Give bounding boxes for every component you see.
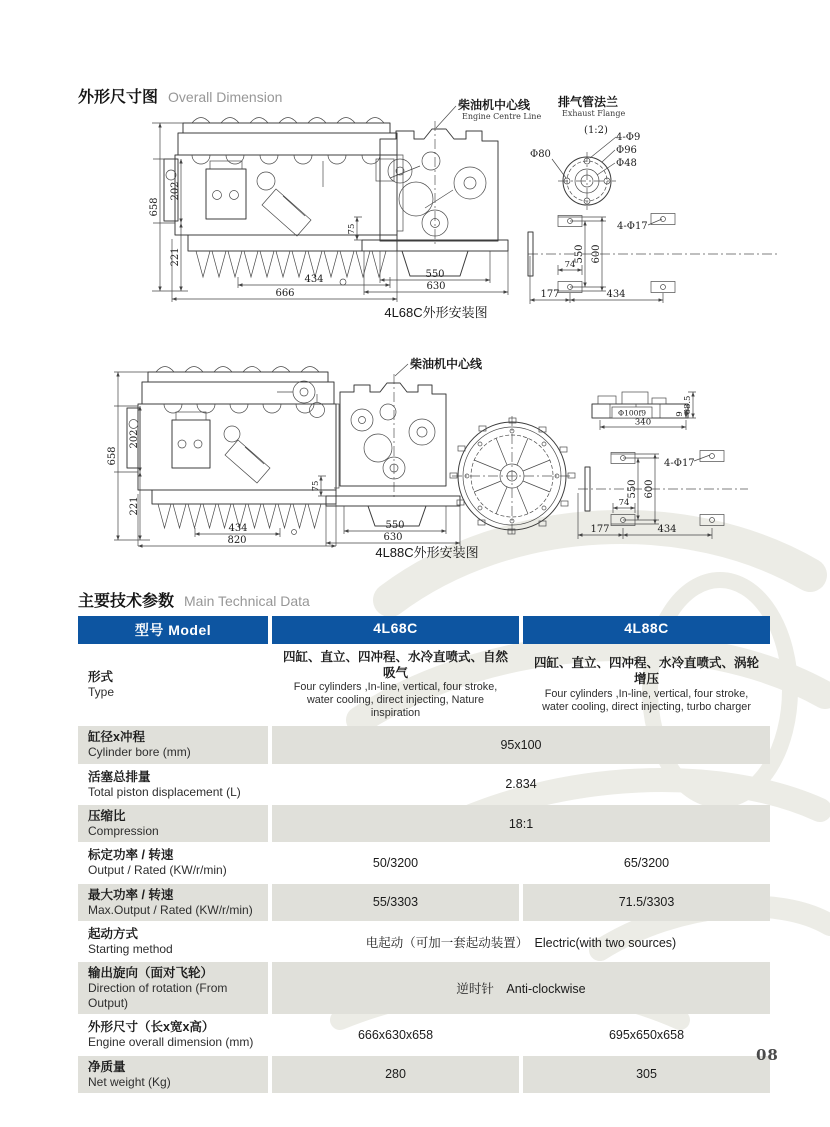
mount-434: 434 [606, 289, 626, 300]
row-label-zh: 起动方式 [88, 927, 139, 942]
table-row-rated-output [78, 844, 770, 881]
drawing-4l88c [80, 348, 790, 583]
engine-centre-line-label [436, 97, 541, 128]
row-label-en: Total piston displacement (L) [88, 784, 241, 799]
row-label-zh: 形式 [88, 670, 114, 685]
dim-202: 202 [170, 181, 181, 201]
compression-value: 18:1 [272, 805, 770, 842]
mount-550: 550 [574, 244, 585, 264]
caption-4l88c: 4L88C外形安装图 [375, 545, 479, 560]
dim-221: 221 [129, 496, 140, 516]
centre-line-label-en: Engine Centre Line [462, 112, 542, 121]
max-output-4l88c: 71.5/3303 [523, 884, 770, 921]
row-label-zh: 最大功率 / 转速 [88, 887, 174, 902]
dim-658: 658 [107, 446, 118, 466]
dim-fly-dia: Φ100f9 [617, 408, 647, 418]
row-label-bore [78, 726, 268, 763]
engine-centre-line-label-4l88c [395, 356, 483, 376]
row-label-en: Engine overall dimension (mm) [88, 1035, 254, 1050]
mount-holes-label: 4-Φ17 [664, 458, 695, 469]
type-value-zh: 四缸、直立、四冲程、水冷直喷式、自然吸气 [282, 650, 508, 680]
row-label-overall-dimension [78, 1016, 268, 1053]
mount-177: 177 [540, 289, 560, 300]
weight-4l88c: 305 [523, 1056, 770, 1093]
weight-4l68c: 280 [272, 1056, 519, 1093]
mount-600: 600 [644, 479, 655, 499]
page-number: 08 [756, 1046, 779, 1064]
mount-holes-label: 4-Φ17 [617, 221, 648, 232]
row-label-zh: 净质量 [88, 1059, 126, 1074]
header-4l68c: 4L68C [272, 616, 519, 644]
mount-177: 177 [590, 524, 610, 535]
row-label-en: Output / Rated (KW/r/min) [88, 863, 227, 878]
header-model: 型号 Model [78, 616, 268, 644]
dim-75: 75 [347, 223, 357, 235]
engine-side-view-4l88c [107, 367, 339, 547]
table-row-max-output [78, 884, 770, 921]
dim-75: 75 [311, 480, 321, 492]
technical-data-title-zh: 主要技术参数 [78, 593, 175, 610]
dim-820: 820 [227, 535, 247, 546]
row-label-zh: 输出旋向（面对飞轮） [88, 966, 214, 981]
dim-658: 658 [149, 197, 160, 217]
dim-221: 221 [170, 247, 181, 267]
flange-d80-label: Φ80 [530, 149, 551, 160]
caption-4l68c: 4L68C外形安装图 [384, 305, 488, 320]
table-header-row [78, 616, 770, 644]
overall-dimension-title-en: Overall Dimension [168, 89, 283, 105]
type-value-en: Four cylinders ,In-line, vertical, four stroke, water cooling, direct injecting, Nature inspiration [293, 681, 498, 720]
engine-front-view-4l68c [347, 121, 508, 295]
type-value-4l88c [523, 646, 770, 724]
starting-method-value: 电起动（可加一套起动装置） Electric(with two sources) [365, 935, 677, 950]
table-row-bore [78, 726, 770, 763]
dim-9: 9 [675, 411, 685, 417]
row-label-en: Compression [88, 823, 159, 838]
flange-d96-label: Φ96 [616, 145, 637, 156]
type-value-en: Four cylinders ,In-line, vertical, four stroke, water cooling, direct injecting, turbo charger [542, 687, 751, 713]
dim-550: 550 [385, 520, 405, 531]
row-label-zh: 标定功率 / 转速 [88, 848, 174, 863]
mount-74: 74 [564, 260, 576, 270]
centre-line-label-zh: 柴油机中心线 [410, 357, 483, 371]
type-value-4l68c [272, 646, 519, 724]
row-label-zh: 活塞总排量 [88, 769, 151, 784]
table-row-displacement [78, 766, 770, 803]
row-label-en: Direction of rotation (From Output) [88, 981, 228, 1010]
overall-dimension-title-zh: 外形尺寸图 [78, 89, 159, 106]
engine-front-view-4l88c [311, 374, 460, 546]
dim-630: 630 [426, 281, 446, 292]
mounting-holes-diagram-4l88c [578, 451, 748, 540]
dim-202: 202 [129, 429, 140, 449]
dimension-4l68c: 666x630x658 [357, 1027, 434, 1042]
flywheel-side-profile [592, 392, 696, 430]
row-label-en: Net weight (Kg) [88, 1074, 171, 1089]
exhaust-flange-label-zh: 排气管法兰 [558, 95, 619, 109]
row-label-max-output [78, 884, 268, 921]
mount-600: 600 [591, 244, 602, 264]
dim-340: 340 [634, 417, 652, 428]
flywheel-front-view [450, 416, 575, 536]
row-label-starting-method [78, 923, 268, 960]
dim-630: 630 [383, 532, 403, 543]
row-label-zh: 外形尺寸（长x宽x高） [88, 1020, 215, 1035]
row-label-zh: 压缩比 [88, 808, 126, 823]
row-label-en: Type [88, 685, 115, 700]
dim-434: 434 [228, 523, 248, 534]
row-label-en: Starting method [88, 942, 173, 957]
technical-data-title [78, 588, 310, 611]
row-label-zh: 缸径x冲程 [88, 730, 145, 745]
table-row-overall-dimension [78, 1016, 770, 1053]
rotation-value: 逆时针 Anti-clockwise [272, 962, 770, 1014]
drawing-4l68c [80, 93, 790, 338]
dimension-4l88c: 695x650x658 [608, 1027, 685, 1042]
mount-550: 550 [627, 479, 638, 499]
row-label-type [78, 646, 268, 724]
main-technical-data-table [78, 616, 770, 1095]
row-label-net-weight [78, 1056, 268, 1093]
exhaust-flange-detail [530, 94, 640, 210]
centre-line-label-zh: 柴油机中心线 [458, 98, 531, 112]
flange-holes-label: 4-Φ9 [616, 132, 641, 143]
type-value-zh: 四缸、直立、四冲程、水冷直喷式、涡轮增压 [533, 656, 759, 687]
rated-output-4l88c: 65/3200 [623, 855, 670, 870]
dim-434: 434 [304, 274, 324, 285]
table-row-starting-method [78, 923, 770, 960]
flange-d48-label: Φ48 [616, 158, 637, 169]
row-label-en: Cylinder bore (mm) [88, 745, 191, 760]
exhaust-flange-scale: (1:2) [584, 125, 608, 136]
header-4l88c: 4L88C [523, 616, 770, 644]
max-output-4l68c: 55/3303 [272, 884, 519, 921]
engine-side-view-4l68c [149, 118, 403, 303]
dim-666: 666 [275, 288, 295, 299]
rated-output-4l68c: 50/3200 [372, 855, 419, 870]
displacement-value: 2.834 [505, 777, 537, 792]
bore-value: 95x100 [272, 726, 770, 763]
row-label-displacement [78, 766, 268, 803]
mount-74: 74 [618, 498, 630, 508]
dim-550: 550 [425, 269, 445, 280]
row-label-compression [78, 805, 268, 842]
mount-434: 434 [657, 524, 677, 535]
row-label-rated-output [78, 844, 268, 881]
technical-data-title-en: Main Technical Data [184, 593, 310, 609]
table-row-rotation [78, 962, 770, 1014]
exhaust-flange-label-en: Exhaust Flange [562, 109, 626, 118]
row-label-en: Max.Output / Rated (KW/r/min) [88, 902, 253, 917]
table-row-compression [78, 805, 770, 842]
row-label-rotation [78, 962, 268, 1014]
table-row-net-weight [78, 1056, 770, 1093]
overall-dimension-title [78, 84, 282, 107]
table-row-type [78, 646, 770, 724]
dim-68-5: 68.5 [683, 395, 693, 415]
mounting-holes-diagram-4l68c [528, 214, 780, 305]
